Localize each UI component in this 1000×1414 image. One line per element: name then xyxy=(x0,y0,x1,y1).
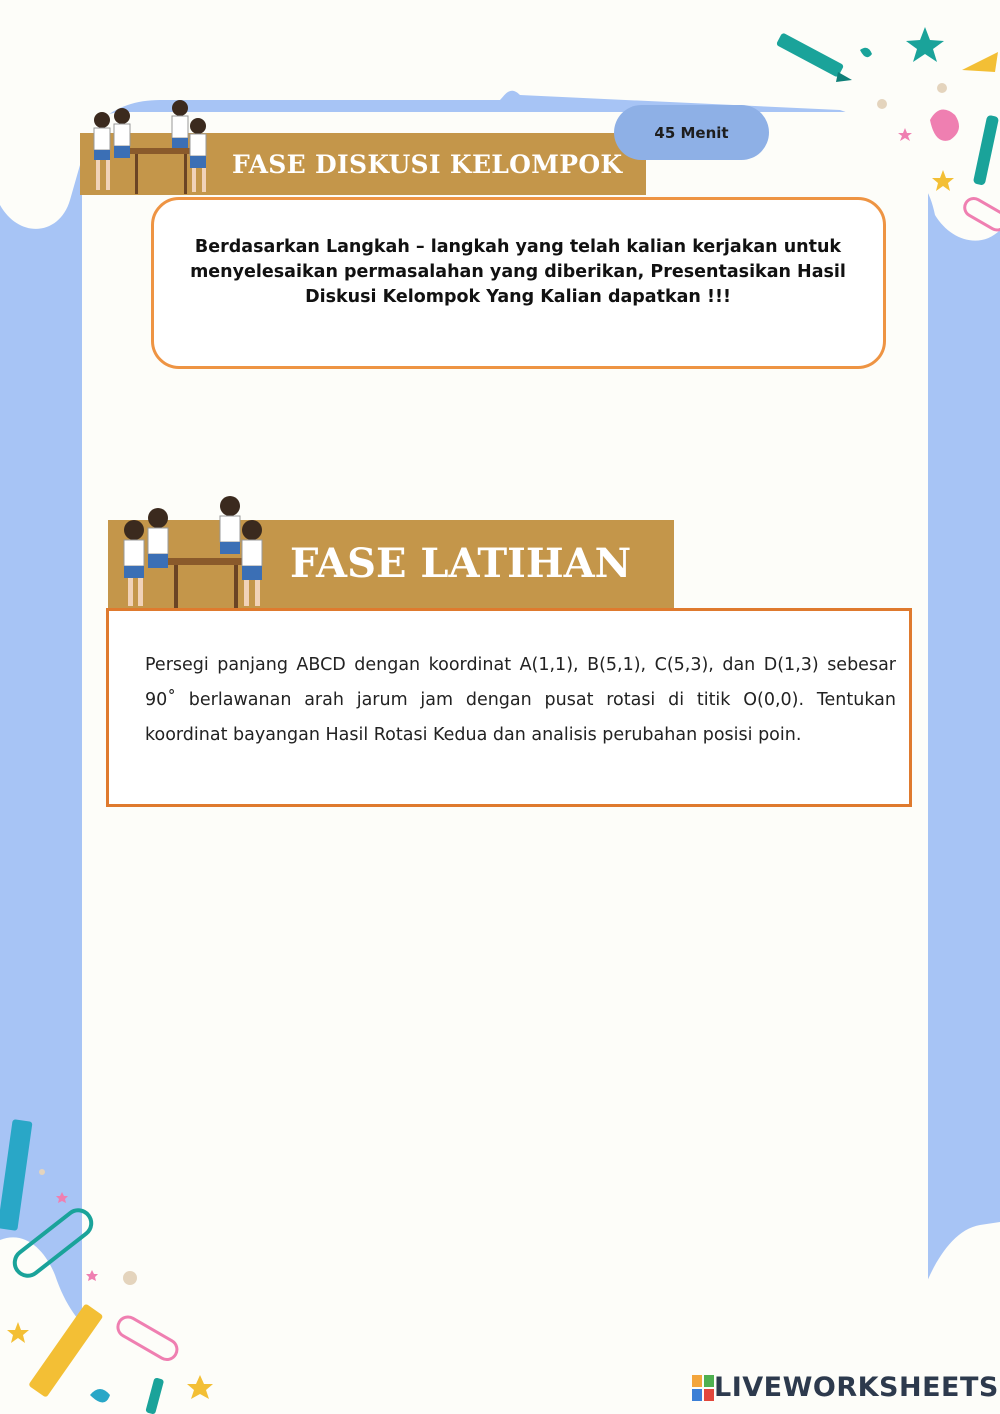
pencil-icon xyxy=(28,1303,103,1398)
paperclip-icon xyxy=(961,195,1000,233)
star-icon xyxy=(7,1322,29,1343)
leaf-icon xyxy=(860,48,872,57)
star-icon xyxy=(187,1375,213,1399)
star-icon xyxy=(898,27,954,191)
discussion-title: FASE DISKUSI KELOMPOK xyxy=(232,150,623,179)
exercise-question: Persegi panjang ABCD dengan koordinat A(1,1), B(5,1), C(5,3), dan D(1,3) sebesar 90˚ berlawanan arah jarum jam dengan pusat rotasi di titik O(0,0). Tentukan koordinat bayangan Hasil Rotasi Kedua dan analisis perubahan posisi poin. xyxy=(145,655,896,745)
discussion-instruction: Berdasarkan Langkah – langkah yang telah kalian kerjakan untuk menyelesaikan permasalahan yang diberikan, Presentasikan Hasil Diskusi Kelompok Yang Kalian dapatkan !!! xyxy=(190,237,846,307)
pencil-icon xyxy=(962,52,998,72)
students-illustration xyxy=(80,100,220,196)
paperclip-icon xyxy=(10,1205,97,1281)
crayon-icon xyxy=(776,32,852,82)
paperclip-icon xyxy=(114,1313,180,1363)
ruler-icon xyxy=(0,1119,33,1231)
exercise-title: FASE LATIHAN xyxy=(290,540,632,587)
liveworksheets-logo xyxy=(692,1372,999,1403)
students-illustration xyxy=(108,496,278,610)
time-badge: 45 Menit xyxy=(614,105,769,160)
logo-mark-icon xyxy=(692,1375,714,1401)
logo-text: LIVEWORKSHEETS xyxy=(714,1372,999,1403)
heart-icon xyxy=(930,110,959,141)
marker-icon xyxy=(973,115,999,186)
